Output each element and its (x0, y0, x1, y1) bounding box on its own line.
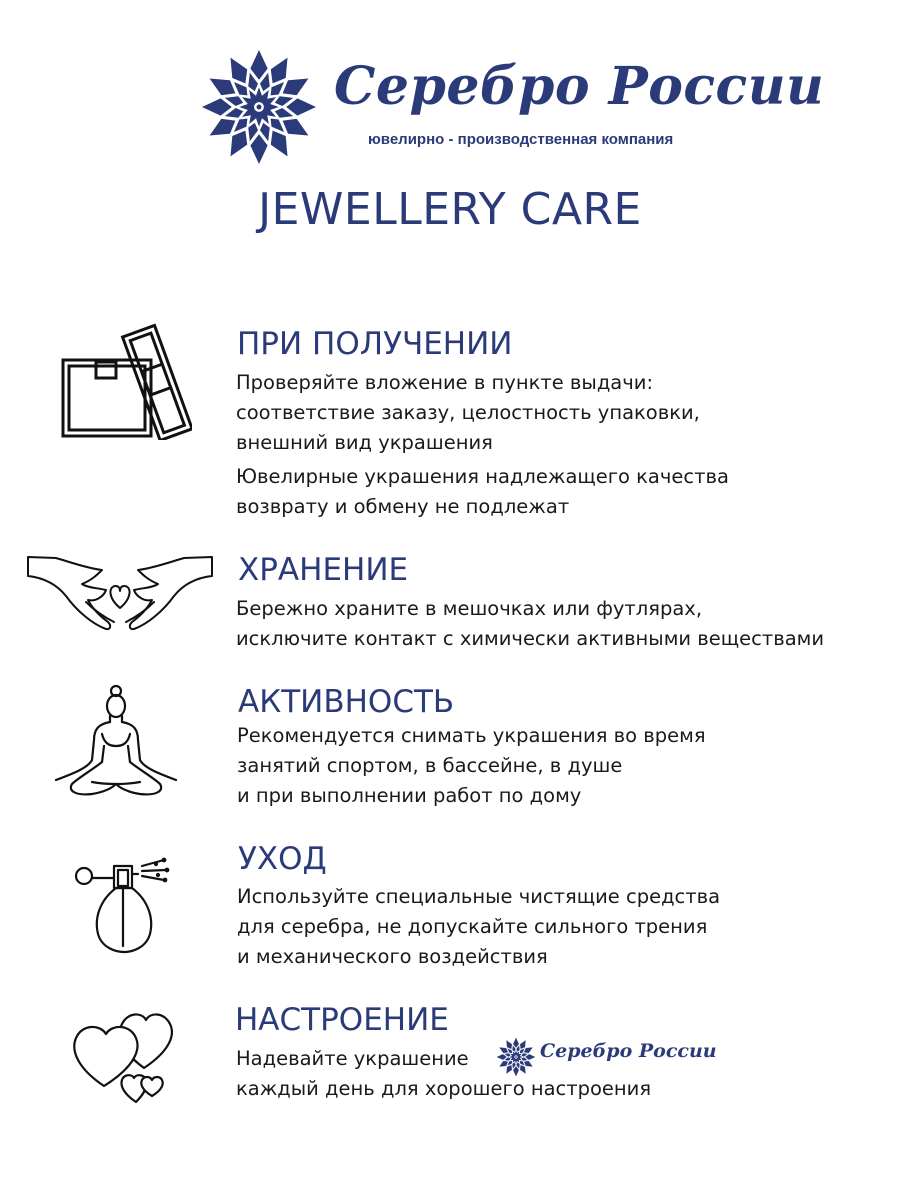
section-text (237, 721, 706, 811)
text-line: внешний вид украшения (236, 431, 493, 454)
text-line: соответствие заказу, целостность упаковки, (236, 401, 700, 424)
text-line: Проверяйте вложение в пункте выдачи: (236, 371, 654, 394)
brand-tagline: ювелирно - производственная компания (368, 131, 674, 148)
text-line: Надевайте украшение (236, 1047, 469, 1070)
section-text (236, 594, 824, 654)
page-header (0, 0, 900, 260)
text-line: и при выполнении работ по дому (237, 784, 582, 807)
text-line: и механического воздействия (237, 945, 548, 968)
text-line: Рекомендуется снимать украшения во время (237, 724, 706, 747)
package-box-icon (60, 322, 192, 440)
section-title: ХРАНЕНИЕ (238, 552, 409, 588)
text-line: Ювелирные украшения надлежащего качества (236, 465, 729, 488)
section-title: УХОД (238, 841, 327, 877)
text-line: исключите контакт с химически активными веществами (236, 627, 825, 650)
text-line: для серебра, не допускайте сильного трения (237, 915, 708, 938)
section-text-note (236, 462, 729, 522)
yoga-person-icon (52, 684, 180, 800)
hearts-icon (64, 1006, 176, 1106)
spray-bottle-icon (72, 856, 172, 956)
brand-logo-icon (200, 48, 318, 166)
brand-name: Серебро России (334, 56, 825, 117)
text-line: Используйте специальные чистящие средства (237, 885, 721, 908)
text-line: Бережно храните в мешочках или футлярах, (236, 597, 703, 620)
inline-brand-name: Серебро России (540, 1040, 717, 1062)
text-line: занятий спортом, в бассейне, в душе (237, 754, 623, 777)
text-line: возврату и обмену не подлежат (236, 495, 570, 518)
section-title: АКТИВНОСТЬ (238, 684, 455, 720)
hands-heart-icon (26, 552, 214, 634)
section-text (236, 368, 700, 458)
section-title: ПРИ ПОЛУЧЕНИИ (237, 326, 513, 362)
section-text (237, 882, 720, 972)
page-title: JEWELLERY CARE (258, 184, 642, 235)
brand-logo-small-icon (496, 1037, 536, 1077)
text-line: каждый день для хорошего настроения (236, 1077, 652, 1100)
section-title: НАСТРОЕНИЕ (235, 1002, 449, 1038)
